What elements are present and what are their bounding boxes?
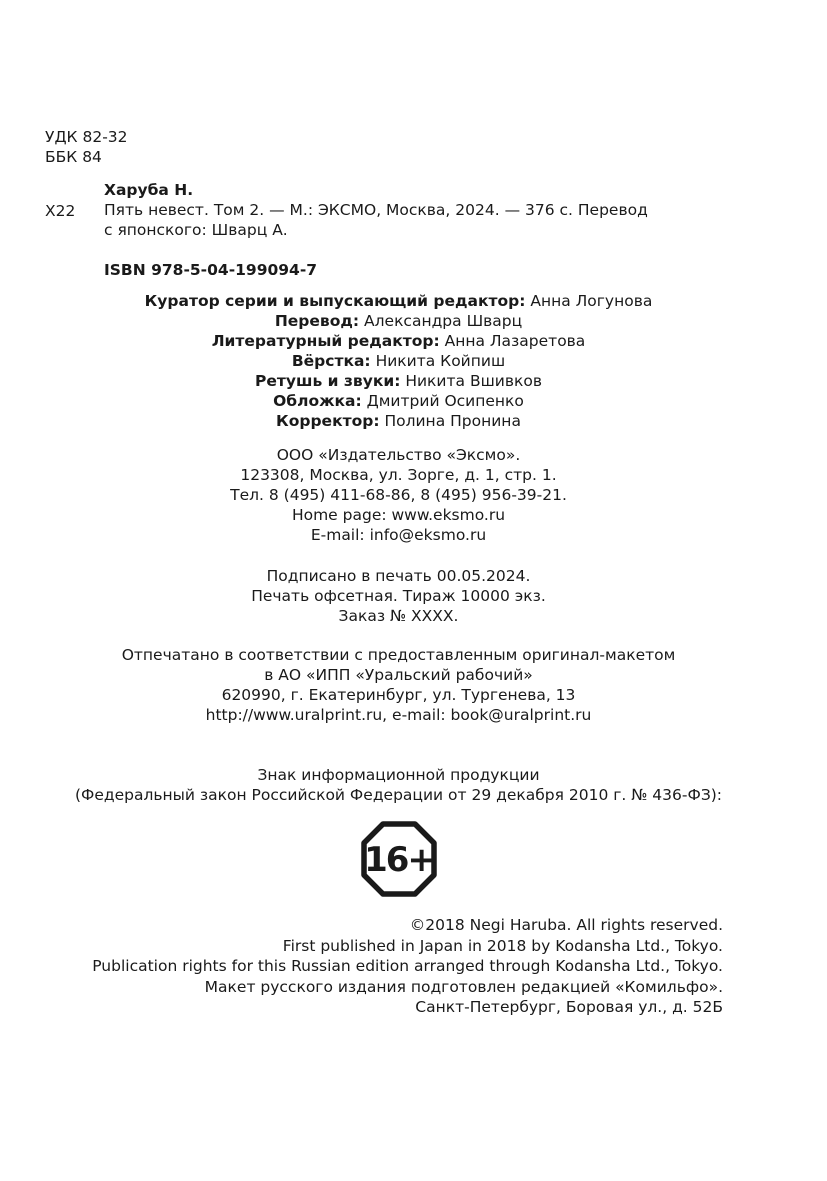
credit-person: Анна Лазаретова <box>439 332 586 350</box>
author-name: Харуба Н. <box>104 181 194 199</box>
info-sign-title: Знак информационной продукции <box>257 766 540 784</box>
credit-role: Перевод: <box>274 312 360 330</box>
credit-person: Анна Логунова <box>525 292 653 310</box>
rights-line-2: First published in Japan in 2018 by Kodansha Ltd., Tokyo. <box>282 936 723 955</box>
credit-line <box>0 371 797 391</box>
publisher-email: E-mail: info@eksmo.ru <box>310 526 487 544</box>
biblio-line-1: Пять невест. Том 2. — М.: ЭКСМО, Москва, 2024. — 376 с. Перевод <box>104 201 648 219</box>
publisher-phone: Тел. 8 (495) 411-68-86, 8 (495) 956-39-21. <box>230 486 567 504</box>
print-format: Печать офсетная. Тираж 10000 экз. <box>251 587 546 605</box>
info-sign-law: (Федеральный закон Российской Федерации от 29 декабря 2010 г. № 436-ФЗ): <box>74 786 723 804</box>
bbk-code: ББК 84 <box>45 148 102 166</box>
credit-person: Никита Вшивков <box>400 372 542 390</box>
printer-block <box>0 645 797 725</box>
credit-line <box>0 351 797 371</box>
publisher-homepage: Home page: www.eksmo.ru <box>291 506 506 524</box>
credit-role: Куратор серии и выпускающий редактор: <box>144 292 526 310</box>
author-code: Х22 <box>45 202 76 220</box>
rights-line-5: Санкт-Петербург, Боровая ул., д. 52Б <box>415 998 723 1016</box>
credit-line <box>0 311 797 331</box>
credit-person: Александра Шварц <box>359 312 523 330</box>
publisher-block <box>0 445 797 545</box>
credit-role: Вёрстка: <box>291 352 371 370</box>
order-number: Заказ № XXXX. <box>338 607 459 625</box>
credit-role: Ретушь и звуки: <box>255 372 401 390</box>
biblio-line-2: с японского: Шварц А. <box>104 221 288 239</box>
credit-person: Полина Пронина <box>379 412 521 430</box>
credit-person: Дмитрий Осипенко <box>361 392 524 410</box>
print-info-block <box>0 566 797 626</box>
bibliographic-record <box>104 180 648 240</box>
rights-line-1: ©2018 Negi Haruba. All rights reserved. <box>409 916 723 934</box>
signed-date: Подписано в печать 00.05.2024. <box>266 567 531 585</box>
credit-role: Корректор: <box>276 412 380 430</box>
rights-block <box>92 915 723 1018</box>
credit-role: Литературный редактор: <box>211 332 440 350</box>
info-sign-block <box>0 765 797 805</box>
credit-line <box>0 291 797 311</box>
credit-person: Никита Койпиш <box>370 352 506 370</box>
publisher-address: 123308, Москва, ул. Зорге, д. 1, стр. 1. <box>240 466 557 484</box>
credit-line <box>0 391 797 411</box>
printer-line-3: 620990, г. Екатеринбург, ул. Тургенева, 13 <box>221 686 576 704</box>
printer-line-1: Отпечатано в соответствии с предоставленным оригинал-макетом <box>121 646 676 664</box>
isbn: ISBN 978-5-04-199094-7 <box>104 261 318 279</box>
credits-block <box>0 291 797 431</box>
printer-line-4: http://www.uralprint.ru, e-mail: book@uralprint.ru <box>205 706 592 724</box>
classification-block <box>45 127 128 167</box>
udk-code: УДК 82-32 <box>45 128 128 146</box>
credit-role: Обложка: <box>273 392 362 410</box>
rights-line-4: Макет русского издания подготовлен редакцией «Комильфо». <box>204 977 723 996</box>
printer-line-2: в АО «ИПП «Уральский рабочий» <box>264 666 533 684</box>
rights-line-3: Publication rights for this Russian edition arranged through Kodansha Ltd., Tokyo. <box>92 957 723 975</box>
publisher-name: ООО «Издательство «Эксмо». <box>276 446 521 464</box>
age-rating-label: 16+ <box>364 840 434 880</box>
age-rating-16-icon <box>361 821 437 897</box>
credit-line <box>0 411 797 431</box>
credit-line <box>0 331 797 351</box>
